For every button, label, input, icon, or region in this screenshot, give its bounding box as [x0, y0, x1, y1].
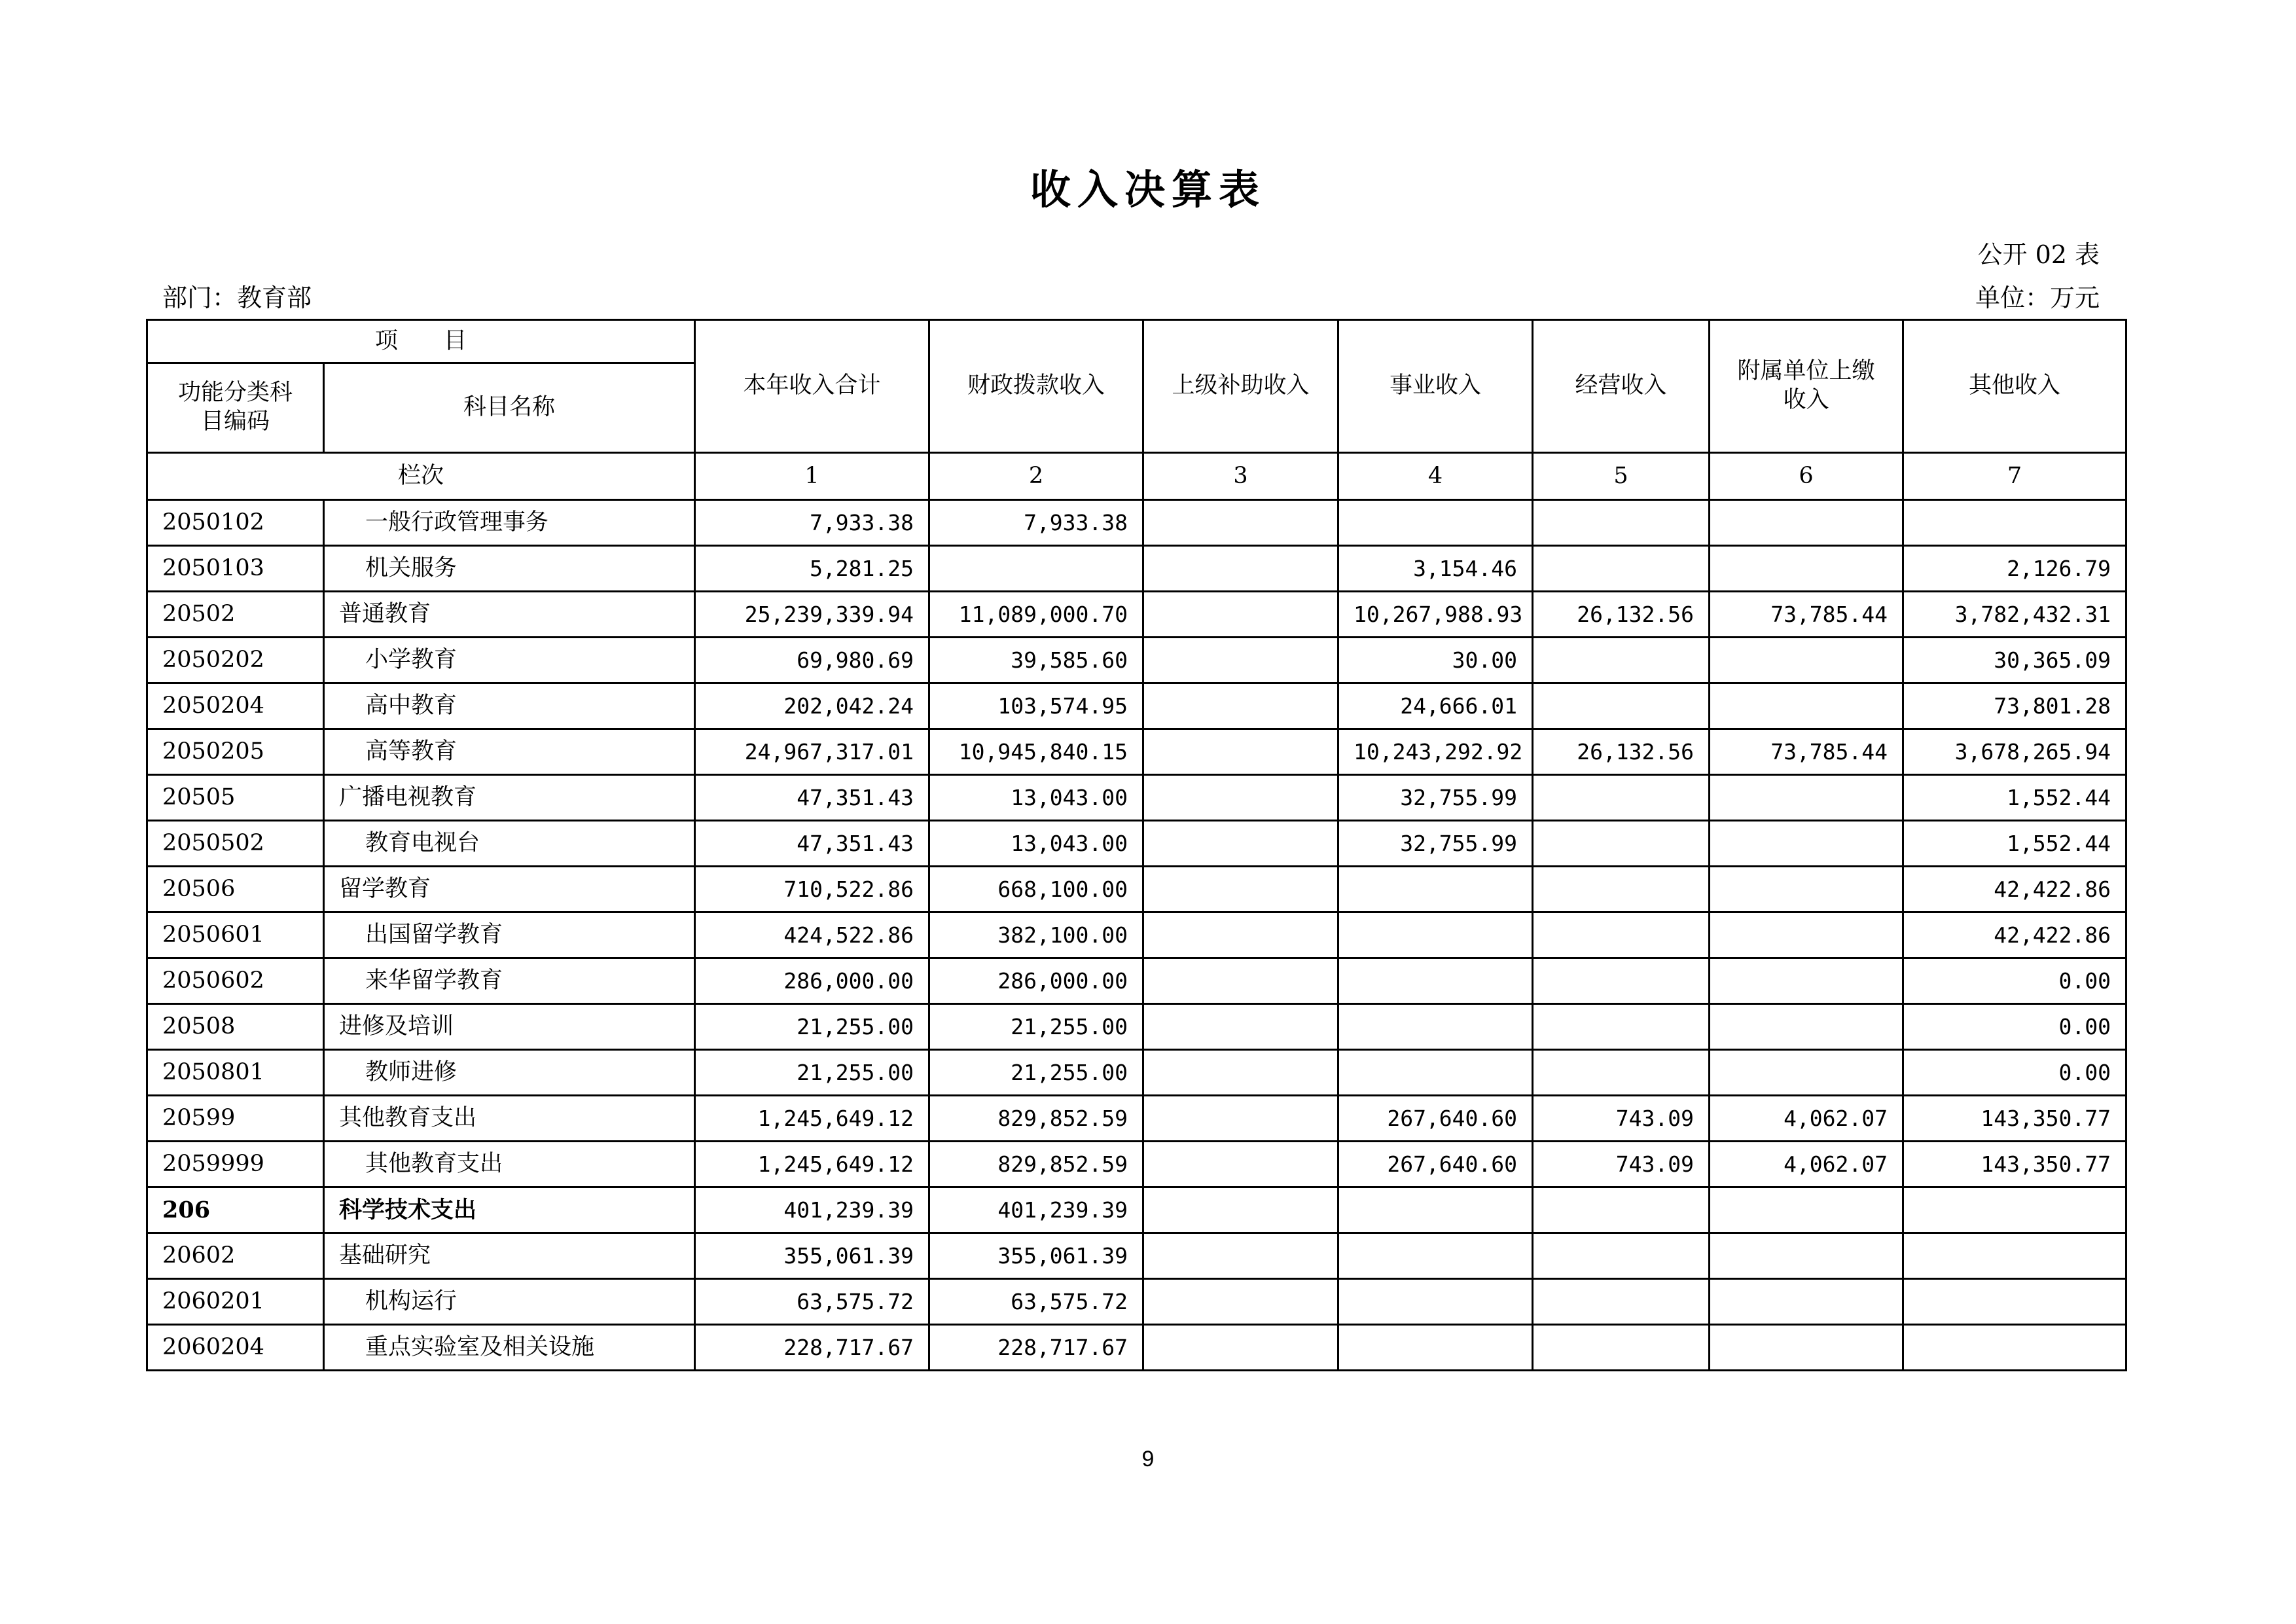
row-value-col-7: 143,350.77 — [1903, 1096, 2126, 1142]
row-value-col-3 — [1143, 729, 1338, 775]
row-value-col-4: 32,755.99 — [1338, 821, 1533, 867]
row-value-col-2: 13,043.00 — [929, 775, 1143, 821]
header-col-4: 事业收入 — [1338, 320, 1533, 453]
row-value-col-6 — [1710, 775, 1903, 821]
row-value-col-4: 267,640.60 — [1338, 1142, 1533, 1187]
header-col-3: 上级补助收入 — [1143, 320, 1338, 453]
row-value-col-2: 355,061.39 — [929, 1233, 1143, 1279]
row-value-col-6 — [1710, 958, 1903, 1004]
row-value-col-7: 2,126.79 — [1903, 546, 2126, 592]
row-code: 2060201 — [147, 1279, 324, 1325]
table-row — [147, 775, 2126, 821]
row-value-col-2: 286,000.00 — [929, 958, 1143, 1004]
row-value-col-7 — [1903, 1325, 2126, 1371]
row-value-col-6 — [1710, 867, 1903, 912]
row-value-col-7: 42,422.86 — [1903, 867, 2126, 912]
table-row — [147, 592, 2126, 638]
header-col-2: 财政拨款收入 — [929, 320, 1143, 453]
table-row — [147, 638, 2126, 683]
table-row — [147, 1096, 2126, 1142]
row-name: 小学教育 — [324, 638, 695, 683]
header-project: 项 目 — [147, 320, 695, 363]
column-number: 7 — [1903, 453, 2126, 500]
row-value-col-5 — [1533, 867, 1710, 912]
row-name: 教育电视台 — [324, 821, 695, 867]
row-value-col-3 — [1143, 1096, 1338, 1142]
income-statement-table — [146, 319, 2127, 1371]
row-value-col-2: 668,100.00 — [929, 867, 1143, 912]
row-value-col-4 — [1338, 1050, 1533, 1096]
row-value-col-5 — [1533, 775, 1710, 821]
column-number: 3 — [1143, 453, 1338, 500]
row-value-col-1: 228,717.67 — [695, 1325, 929, 1371]
table-row — [147, 500, 2126, 546]
row-code: 206 — [147, 1187, 324, 1233]
row-value-col-4 — [1338, 1187, 1533, 1233]
table-row — [147, 1050, 2126, 1096]
row-value-col-1: 355,061.39 — [695, 1233, 929, 1279]
header-col-7: 其他收入 — [1903, 320, 2126, 453]
row-value-col-5: 26,132.56 — [1533, 729, 1710, 775]
row-value-col-1: 1,245,649.12 — [695, 1142, 929, 1187]
row-value-col-5 — [1533, 1050, 1710, 1096]
row-value-col-7: 3,782,432.31 — [1903, 592, 2126, 638]
row-value-col-1: 69,980.69 — [695, 638, 929, 683]
row-value-col-3 — [1143, 1004, 1338, 1050]
column-number: 5 — [1533, 453, 1710, 500]
row-name: 高中教育 — [324, 683, 695, 729]
table-row — [147, 821, 2126, 867]
row-value-col-3 — [1143, 500, 1338, 546]
row-value-col-6: 4,062.07 — [1710, 1142, 1903, 1187]
row-value-col-2: 7,933.38 — [929, 500, 1143, 546]
row-value-col-4: 10,243,292.92 — [1338, 729, 1533, 775]
table-row — [147, 1187, 2126, 1233]
row-code: 20508 — [147, 1004, 324, 1050]
row-value-col-4 — [1338, 867, 1533, 912]
row-code: 20602 — [147, 1233, 324, 1279]
row-value-col-1: 24,967,317.01 — [695, 729, 929, 775]
row-value-col-3 — [1143, 546, 1338, 592]
row-value-col-1: 202,042.24 — [695, 683, 929, 729]
header-col-1: 本年收入合计 — [695, 320, 929, 453]
row-value-col-3 — [1143, 1187, 1338, 1233]
row-value-col-7: 30,365.09 — [1903, 638, 2126, 683]
row-value-col-3 — [1143, 912, 1338, 958]
row-value-col-4: 267,640.60 — [1338, 1096, 1533, 1142]
row-value-col-7: 1,552.44 — [1903, 775, 2126, 821]
row-value-col-7: 1,552.44 — [1903, 821, 2126, 867]
row-name: 高等教育 — [324, 729, 695, 775]
row-name: 机关服务 — [324, 546, 695, 592]
column-number: 1 — [695, 453, 929, 500]
row-code: 20505 — [147, 775, 324, 821]
row-value-col-1: 1,245,649.12 — [695, 1096, 929, 1142]
row-value-col-3 — [1143, 867, 1338, 912]
column-number: 2 — [929, 453, 1143, 500]
table-row — [147, 1233, 2126, 1279]
table-row — [147, 912, 2126, 958]
row-code: 20506 — [147, 867, 324, 912]
row-value-col-2: 21,255.00 — [929, 1050, 1143, 1096]
row-value-col-6 — [1710, 1279, 1903, 1325]
row-code: 2059999 — [147, 1142, 324, 1187]
row-value-col-5 — [1533, 912, 1710, 958]
table-row — [147, 1004, 2126, 1050]
row-code: 2050601 — [147, 912, 324, 958]
row-code: 2050102 — [147, 500, 324, 546]
row-name: 一般行政管理事务 — [324, 500, 695, 546]
row-name: 出国留学教育 — [324, 912, 695, 958]
row-value-col-1: 5,281.25 — [695, 546, 929, 592]
header-col-5: 经营收入 — [1533, 320, 1710, 453]
row-name: 教师进修 — [324, 1050, 695, 1096]
row-value-col-7: 0.00 — [1903, 958, 2126, 1004]
row-value-col-3 — [1143, 1233, 1338, 1279]
row-value-col-1: 25,239,339.94 — [695, 592, 929, 638]
row-code: 20502 — [147, 592, 324, 638]
row-value-col-4: 24,666.01 — [1338, 683, 1533, 729]
row-value-col-6 — [1710, 1233, 1903, 1279]
row-value-col-5: 26,132.56 — [1533, 592, 1710, 638]
row-value-col-3 — [1143, 821, 1338, 867]
table-row — [147, 867, 2126, 912]
row-value-col-7 — [1903, 1279, 2126, 1325]
row-value-col-6 — [1710, 1004, 1903, 1050]
header-name: 科目名称 — [324, 363, 695, 453]
row-value-col-2: 103,574.95 — [929, 683, 1143, 729]
row-value-col-5: 743.09 — [1533, 1142, 1710, 1187]
row-value-col-7: 3,678,265.94 — [1903, 729, 2126, 775]
column-number: 6 — [1710, 453, 1903, 500]
header-code: 功能分类科目编码 — [147, 363, 324, 453]
row-value-col-5: 743.09 — [1533, 1096, 1710, 1142]
row-value-col-4 — [1338, 912, 1533, 958]
row-value-col-3 — [1143, 638, 1338, 683]
row-value-col-7: 73,801.28 — [1903, 683, 2126, 729]
department-label: 部门：教育部 — [162, 283, 312, 312]
row-value-col-1: 21,255.00 — [695, 1004, 929, 1050]
row-value-col-6 — [1710, 1187, 1903, 1233]
row-name: 重点实验室及相关设施 — [324, 1325, 695, 1371]
row-value-col-1: 710,522.86 — [695, 867, 929, 912]
row-value-col-6 — [1710, 683, 1903, 729]
row-value-col-7: 0.00 — [1903, 1004, 2126, 1050]
row-value-col-3 — [1143, 683, 1338, 729]
header-row-label: 栏次 — [147, 453, 695, 500]
row-value-col-7 — [1903, 1187, 2126, 1233]
row-value-col-7: 143,350.77 — [1903, 1142, 2126, 1187]
row-name: 基础研究 — [324, 1233, 695, 1279]
row-value-col-2: 829,852.59 — [929, 1096, 1143, 1142]
table-row — [147, 546, 2126, 592]
row-value-col-3 — [1143, 1050, 1338, 1096]
row-value-col-2: 228,717.67 — [929, 1325, 1143, 1371]
row-value-col-5 — [1533, 1325, 1710, 1371]
row-value-col-1: 424,522.86 — [695, 912, 929, 958]
unit-label: 单位：万元 — [1975, 283, 2100, 312]
row-value-col-6 — [1710, 638, 1903, 683]
row-name: 广播电视教育 — [324, 775, 695, 821]
row-name: 其他教育支出 — [324, 1142, 695, 1187]
row-value-col-6: 4,062.07 — [1710, 1096, 1903, 1142]
row-value-col-2: 21,255.00 — [929, 1004, 1143, 1050]
row-value-col-2: 13,043.00 — [929, 821, 1143, 867]
table-row — [147, 1325, 2126, 1371]
row-code: 2050204 — [147, 683, 324, 729]
row-name: 其他教育支出 — [324, 1096, 695, 1142]
row-value-col-3 — [1143, 958, 1338, 1004]
row-value-col-1: 63,575.72 — [695, 1279, 929, 1325]
row-value-col-1: 401,239.39 — [695, 1187, 929, 1233]
row-value-col-1: 7,933.38 — [695, 500, 929, 546]
row-value-col-4: 30.00 — [1338, 638, 1533, 683]
row-code: 2060204 — [147, 1325, 324, 1371]
row-name: 机构运行 — [324, 1279, 695, 1325]
row-value-col-4 — [1338, 1233, 1533, 1279]
row-value-col-3 — [1143, 775, 1338, 821]
row-code: 2050202 — [147, 638, 324, 683]
row-value-col-3 — [1143, 1325, 1338, 1371]
table-row — [147, 729, 2126, 775]
row-code: 2050801 — [147, 1050, 324, 1096]
row-value-col-5 — [1533, 1233, 1710, 1279]
row-code: 2050205 — [147, 729, 324, 775]
row-name: 留学教育 — [324, 867, 695, 912]
row-value-col-1: 286,000.00 — [695, 958, 929, 1004]
column-number: 4 — [1338, 453, 1533, 500]
row-value-col-6 — [1710, 1050, 1903, 1096]
row-code: 2050602 — [147, 958, 324, 1004]
row-value-col-4: 32,755.99 — [1338, 775, 1533, 821]
page-number: 9 — [1141, 1447, 1155, 1471]
row-name: 来华留学教育 — [324, 958, 695, 1004]
row-name: 普通教育 — [324, 592, 695, 638]
row-value-col-6: 73,785.44 — [1710, 729, 1903, 775]
row-value-col-7: 0.00 — [1903, 1050, 2126, 1096]
row-value-col-4 — [1338, 1279, 1533, 1325]
row-value-col-5 — [1533, 546, 1710, 592]
row-value-col-3 — [1143, 592, 1338, 638]
table-row — [147, 1279, 2126, 1325]
row-value-col-2: 10,945,840.15 — [929, 729, 1143, 775]
row-value-col-5 — [1533, 1004, 1710, 1050]
row-value-col-6 — [1710, 821, 1903, 867]
row-value-col-6 — [1710, 546, 1903, 592]
row-value-col-2 — [929, 546, 1143, 592]
table-row — [147, 683, 2126, 729]
row-value-col-2: 11,089,000.70 — [929, 592, 1143, 638]
row-value-col-2: 63,575.72 — [929, 1279, 1143, 1325]
row-value-col-7 — [1903, 500, 2126, 546]
row-value-col-4 — [1338, 1325, 1533, 1371]
row-value-col-4: 10,267,988.93 — [1338, 592, 1533, 638]
table-row — [147, 1142, 2126, 1187]
page-title: 收入决算表 — [1030, 166, 1266, 213]
row-name: 进修及培训 — [324, 1004, 695, 1050]
row-value-col-3 — [1143, 1279, 1338, 1325]
row-value-col-5 — [1533, 821, 1710, 867]
row-value-col-5 — [1533, 1279, 1710, 1325]
row-code: 2050502 — [147, 821, 324, 867]
row-value-col-4 — [1338, 500, 1533, 546]
row-value-col-4: 3,154.46 — [1338, 546, 1533, 592]
row-value-col-1: 47,351.43 — [695, 821, 929, 867]
row-value-col-5 — [1533, 638, 1710, 683]
row-value-col-5 — [1533, 958, 1710, 1004]
row-value-col-5 — [1533, 500, 1710, 546]
row-value-col-2: 829,852.59 — [929, 1142, 1143, 1187]
row-code: 2050103 — [147, 546, 324, 592]
row-value-col-1: 21,255.00 — [695, 1050, 929, 1096]
row-value-col-4 — [1338, 958, 1533, 1004]
row-value-col-5 — [1533, 683, 1710, 729]
row-value-col-7: 42,422.86 — [1903, 912, 2126, 958]
row-value-col-7 — [1903, 1233, 2126, 1279]
row-value-col-3 — [1143, 1142, 1338, 1187]
row-value-col-6 — [1710, 1325, 1903, 1371]
table-row — [147, 958, 2126, 1004]
row-value-col-4 — [1338, 1004, 1533, 1050]
table-body — [147, 500, 2126, 1371]
row-value-col-1: 47,351.43 — [695, 775, 929, 821]
row-name: 科学技术支出 — [324, 1187, 695, 1233]
row-value-col-6 — [1710, 912, 1903, 958]
row-value-col-5 — [1533, 1187, 1710, 1233]
header-col-6: 附属单位上缴收入 — [1710, 320, 1903, 453]
row-value-col-6: 73,785.44 — [1710, 592, 1903, 638]
row-value-col-2: 39,585.60 — [929, 638, 1143, 683]
row-code: 20599 — [147, 1096, 324, 1142]
form-number: 公开 02 表 — [1977, 240, 2100, 269]
row-value-col-2: 401,239.39 — [929, 1187, 1143, 1233]
row-value-col-2: 382,100.00 — [929, 912, 1143, 958]
row-value-col-6 — [1710, 500, 1903, 546]
